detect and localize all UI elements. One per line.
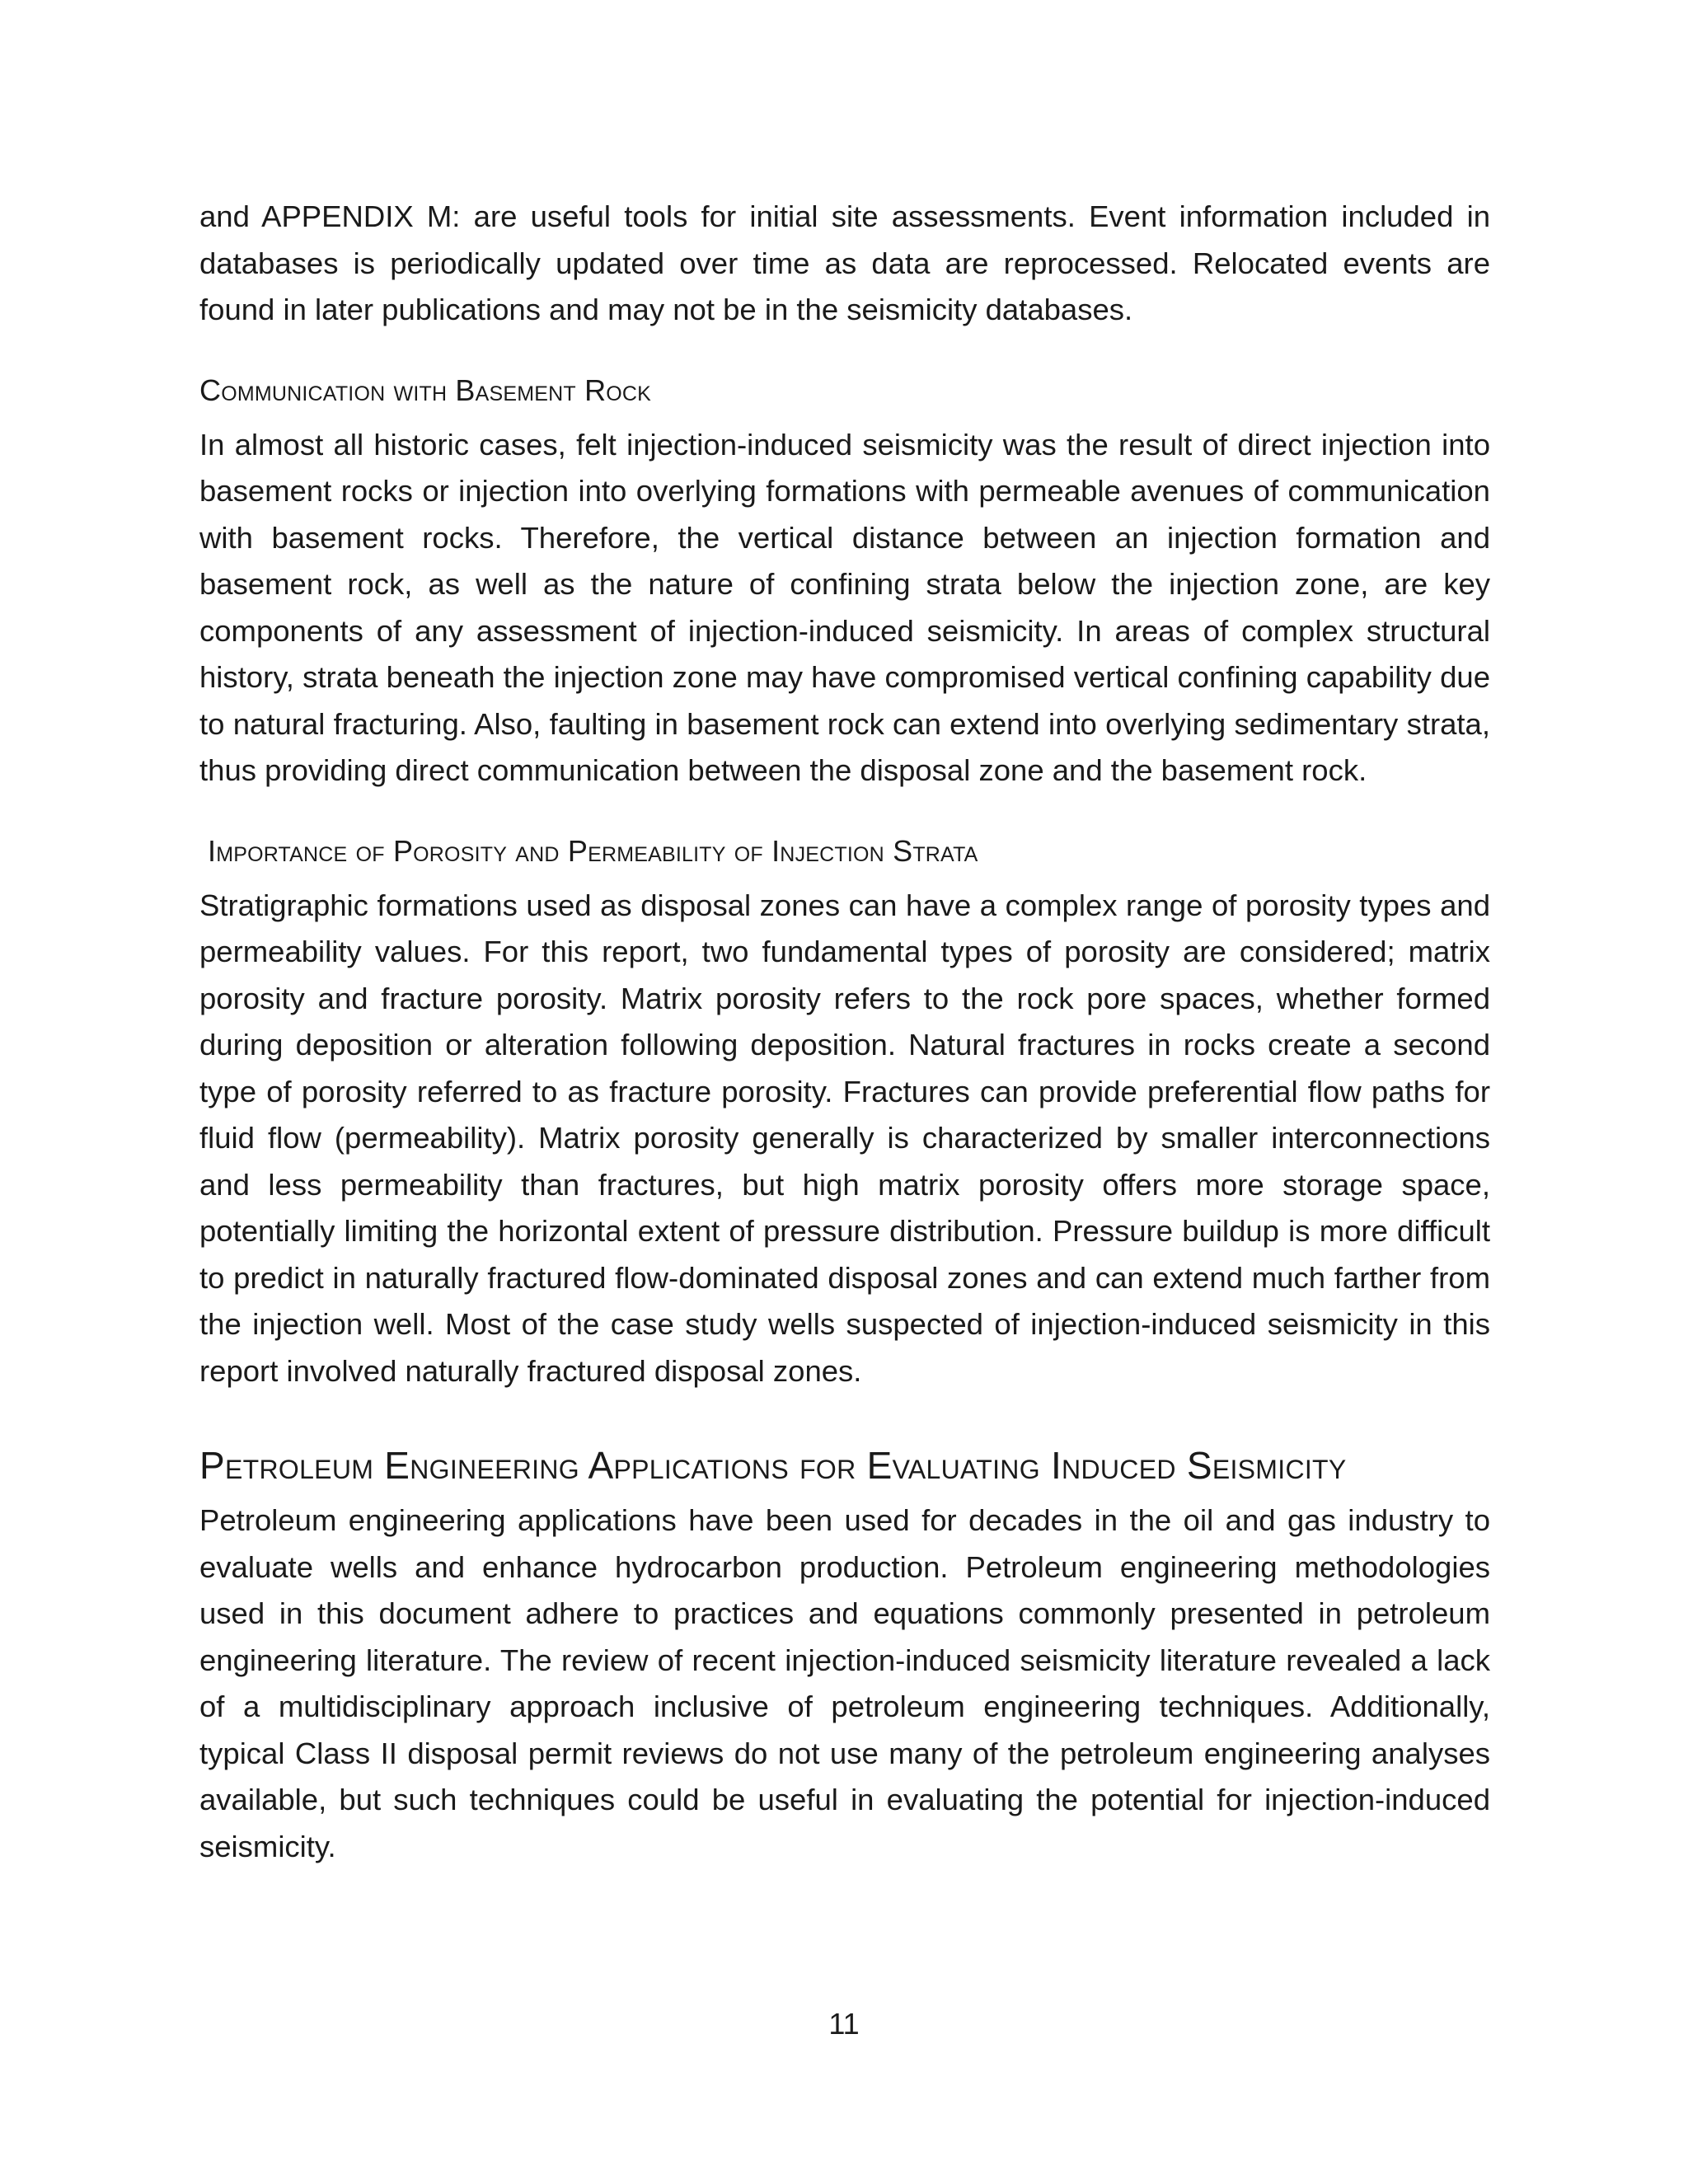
section-heading-petroleum-engineering: Petroleum Engineering Applications for Evaluating Induced Seismicity [199,1444,1347,1487]
section-heading-porosity: Importance of Porosity and Permeability of Injection Strata [208,833,978,868]
intro-paragraph: and APPENDIX M: are useful tools for initial site assessments. Event information included in databases is periodically updated over time as data are reprocessed. Relocated events are found in later publications and may not be in the seismicity databases. [199,199,1490,326]
section-body-porosity: Stratigraphic formations used as disposal zones can have a complex range of porosity types and permeability values. For this report, two fundamental types of porosity are considered; matrix porosity and fracture porosity. Matrix porosity refers to the rock pore spaces, whether formed during deposition or alteration following deposition. Natural fractures in rocks create a second type of porosity referred to as fracture porosity. Fractures can provide preferential flow paths for fluid flow (permeability). Matrix porosity generally is characterized by smaller interconnections and less permeability than fractures, but high matrix porosity offers more storage space, potentially limiting the horizontal extent of pressure distribution. Pressure buildup is more difficult to predict in naturally fractured flow-dominated disposal zones and can extend much farther from the injection well. Most of the case study wells suspected of injection-induced seismicity in this report involved naturally fractured disposal zones. [199,888,1490,1388]
section-body-communication: In almost all historic cases, felt injection-induced seismicity was the result of direct injection into basement rocks or injection into overlying formations with permeable avenues of communication with basement rocks. Therefore, the vertical distance between an injection formation and basement rock, as well as the nature of confining strata below the injection zone, are key components of any assessment of injection-induced seismicity. In areas of complex structural history, strata beneath the injection zone may have compromised vertical confining capability due to natural fracturing. Also, faulting in basement rock can extend into overlying sedimentary strata, thus providing direct communication between the disposal zone and the basement rock. [199,427,1490,787]
page-number: 11 [828,2007,860,2041]
section-heading-communication: Communication with Basement Rock [199,373,652,407]
document-page [199,194,1490,1870]
section-body-petroleum-engineering: Petroleum engineering applications have been used for decades in the oil and gas industry to evaluate wells and enhance hydrocarbon production. Petroleum engineering methodologies used in this document adhere to practices and equations commonly presented in petroleum engineering literature. The review of recent injection-induced seismicity literature revealed a lack of a multidisciplinary approach inclusive of petroleum engineering techniques. Additionally, typical Class II disposal permit reviews do not use many of the petroleum engineering analyses available, but such techniques could be useful in evaluating the potential for injection-induced seismicity. [199,1503,1490,1863]
